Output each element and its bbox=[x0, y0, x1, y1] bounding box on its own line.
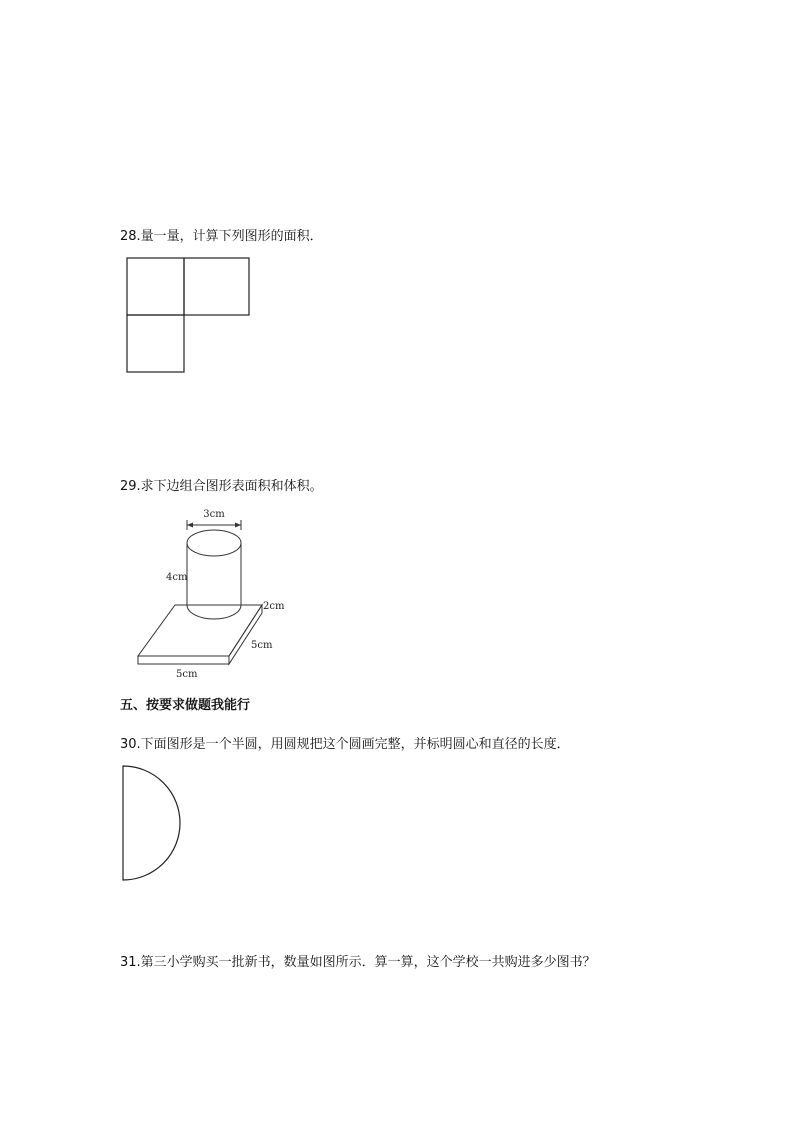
diameter-label: 3cm bbox=[203, 509, 225, 520]
height-label: 4cm bbox=[166, 572, 188, 583]
depth-label: 5cm bbox=[251, 640, 273, 651]
question-31-text: 31.第三小学购买一批新书，数量如图所示．算一算，这个学校一共购进多少图书？ bbox=[120, 955, 596, 970]
question-30-text: 30.下面图形是一个半圆，用圆规把这个圆画完整，并标明圆心和直径的长度． bbox=[120, 737, 570, 752]
arrow-right-icon bbox=[235, 523, 241, 528]
width-label: 5cm bbox=[176, 669, 198, 680]
thickness-label: 2cm bbox=[263, 601, 285, 612]
section-5-title: 五、按要求做题我能行 bbox=[120, 698, 251, 713]
top-right-rectangle bbox=[184, 258, 249, 315]
slab-top-face bbox=[138, 605, 262, 656]
slab-side-face bbox=[229, 605, 262, 664]
semicircle-figure bbox=[120, 764, 184, 882]
cylinder-body bbox=[187, 543, 241, 619]
combined-solid-figure bbox=[130, 500, 310, 685]
bottom-square bbox=[127, 315, 184, 372]
arrow-left-icon bbox=[187, 523, 193, 528]
l-shape-figure bbox=[126, 257, 252, 375]
top-left-square bbox=[127, 258, 184, 315]
cylinder-top bbox=[187, 530, 241, 556]
question-28-text: 28.量一量，计算下列图形的面积． bbox=[120, 229, 323, 244]
slab-front-face bbox=[138, 656, 229, 664]
question-29-text: 29.求下边组合图形表面积和体积。 bbox=[120, 479, 323, 494]
